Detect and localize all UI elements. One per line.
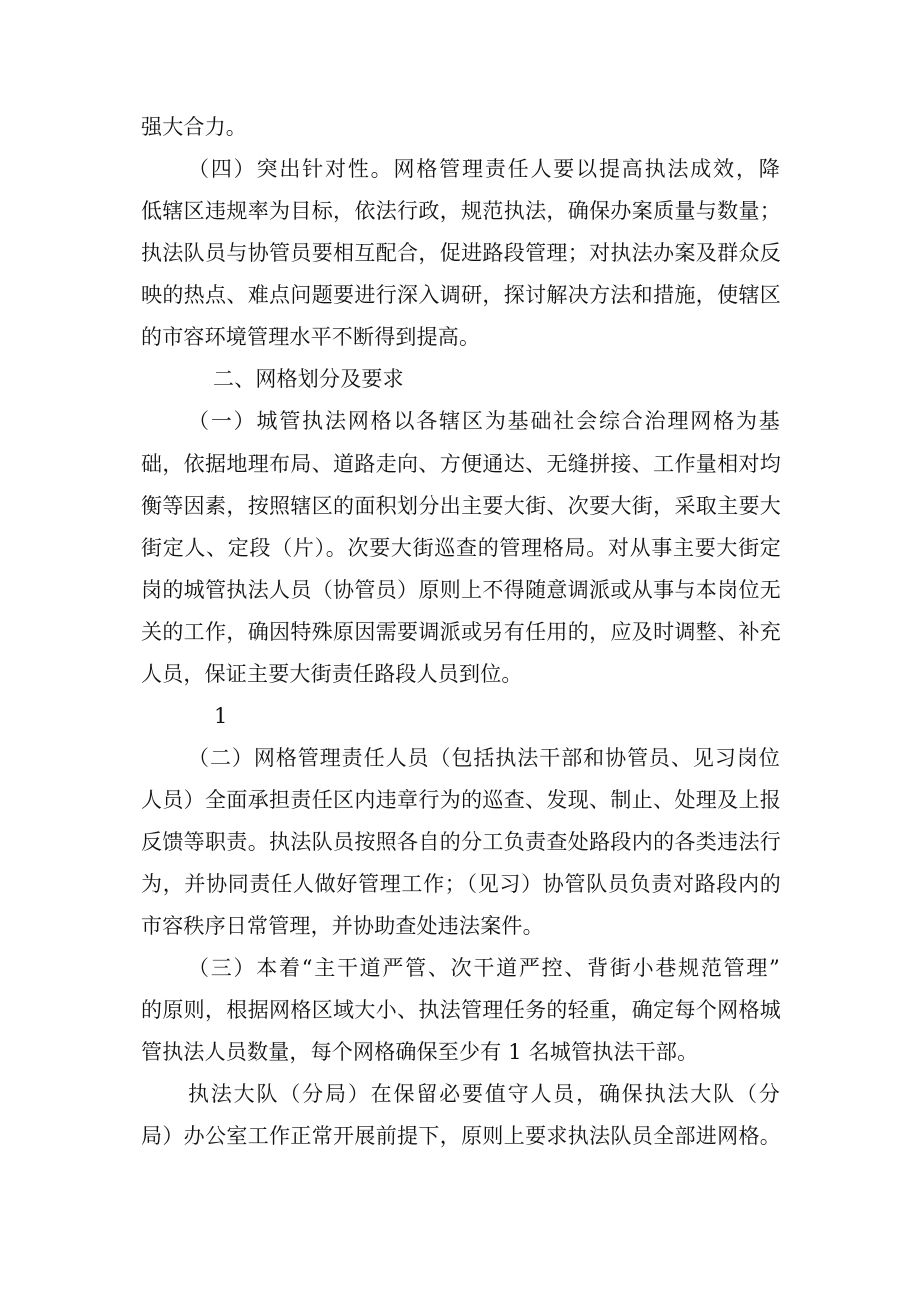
text-line: 人员，保证主要大街责任路段人员到位。 bbox=[141, 662, 523, 686]
text-line: 执法队员与协管员要相互配合，促进路段管理；对执法办案及群众反 bbox=[141, 241, 781, 265]
paragraph-2-heading: （二）网格管理责任人员（包括执法干部和协管员、见习岗位 bbox=[188, 746, 780, 770]
text-line: 岗的城管执法人员（协管员）原则上不得随意调派或从事与本岗位无 bbox=[141, 578, 781, 602]
paragraph-3-heading: （三）本着“主干道严管、次干道严控、背街小巷规范管理” bbox=[188, 956, 780, 980]
text-line: 的市容环境管理水平不断得到提高。 bbox=[141, 325, 481, 349]
text-line: 的原则，根据网格区域大小、执法管理任务的轻重，确定每个网格城 bbox=[141, 998, 781, 1022]
text-line: 街定人、定段（片）。次要大街巡查的管理格局。对从事主要大街定 bbox=[141, 536, 781, 560]
page-number: 1 bbox=[214, 704, 228, 728]
paragraph-4-heading: （四）突出针对性。网格管理责任人要以提高执法成效，降 bbox=[188, 157, 780, 181]
text-line: 反馈等职责。执法队员按照各自的分工负责查处路段内的各类违法行 bbox=[141, 830, 781, 854]
text-line: 映的热点、难点问题要进行深入调研，探讨解决方法和措施，使辖区 bbox=[141, 283, 781, 307]
text-line: 强大合力。 bbox=[141, 115, 247, 139]
text-line: 局）办公室工作正常开展前提下，原则上要求执法队员全部进网格。 bbox=[141, 1124, 781, 1148]
text-line: 关的工作，确因特殊原因需要调派或另有任用的，应及时调整、补充 bbox=[141, 620, 781, 644]
text-line: 为，并协同责任人做好管理工作；（见习）协管队员负责对路段内的 bbox=[141, 872, 781, 896]
paragraph-heading: 执法大队（分局）在保留必要值守人员，确保执法大队（分 bbox=[188, 1082, 780, 1106]
text-line: 管执法人员数量，每个网格确保至少有 1 名城管执法干部。 bbox=[141, 1040, 699, 1064]
text-line: 人员）全面承担责任区内违章行为的巡查、发现、制止、处理及上报 bbox=[141, 788, 781, 812]
text-line: 衡等因素，按照辖区的面积划分出主要大街、次要大街，采取主要大 bbox=[141, 494, 781, 518]
paragraph-1-heading: （一）城管执法网格以各辖区为基础社会综合治理网格为基 bbox=[188, 409, 780, 433]
text-line: 市容秩序日常管理，并协助查处违法案件。 bbox=[141, 914, 544, 938]
section-heading: 二、网格划分及要求 bbox=[213, 367, 404, 391]
text-line: 础，依据地理布局、道路走向、方便通达、无缝拼接、工作量相对均 bbox=[141, 452, 781, 476]
text-line: 低辖区违规率为目标，依法行政，规范执法，确保办案质量与数量； bbox=[141, 199, 781, 223]
